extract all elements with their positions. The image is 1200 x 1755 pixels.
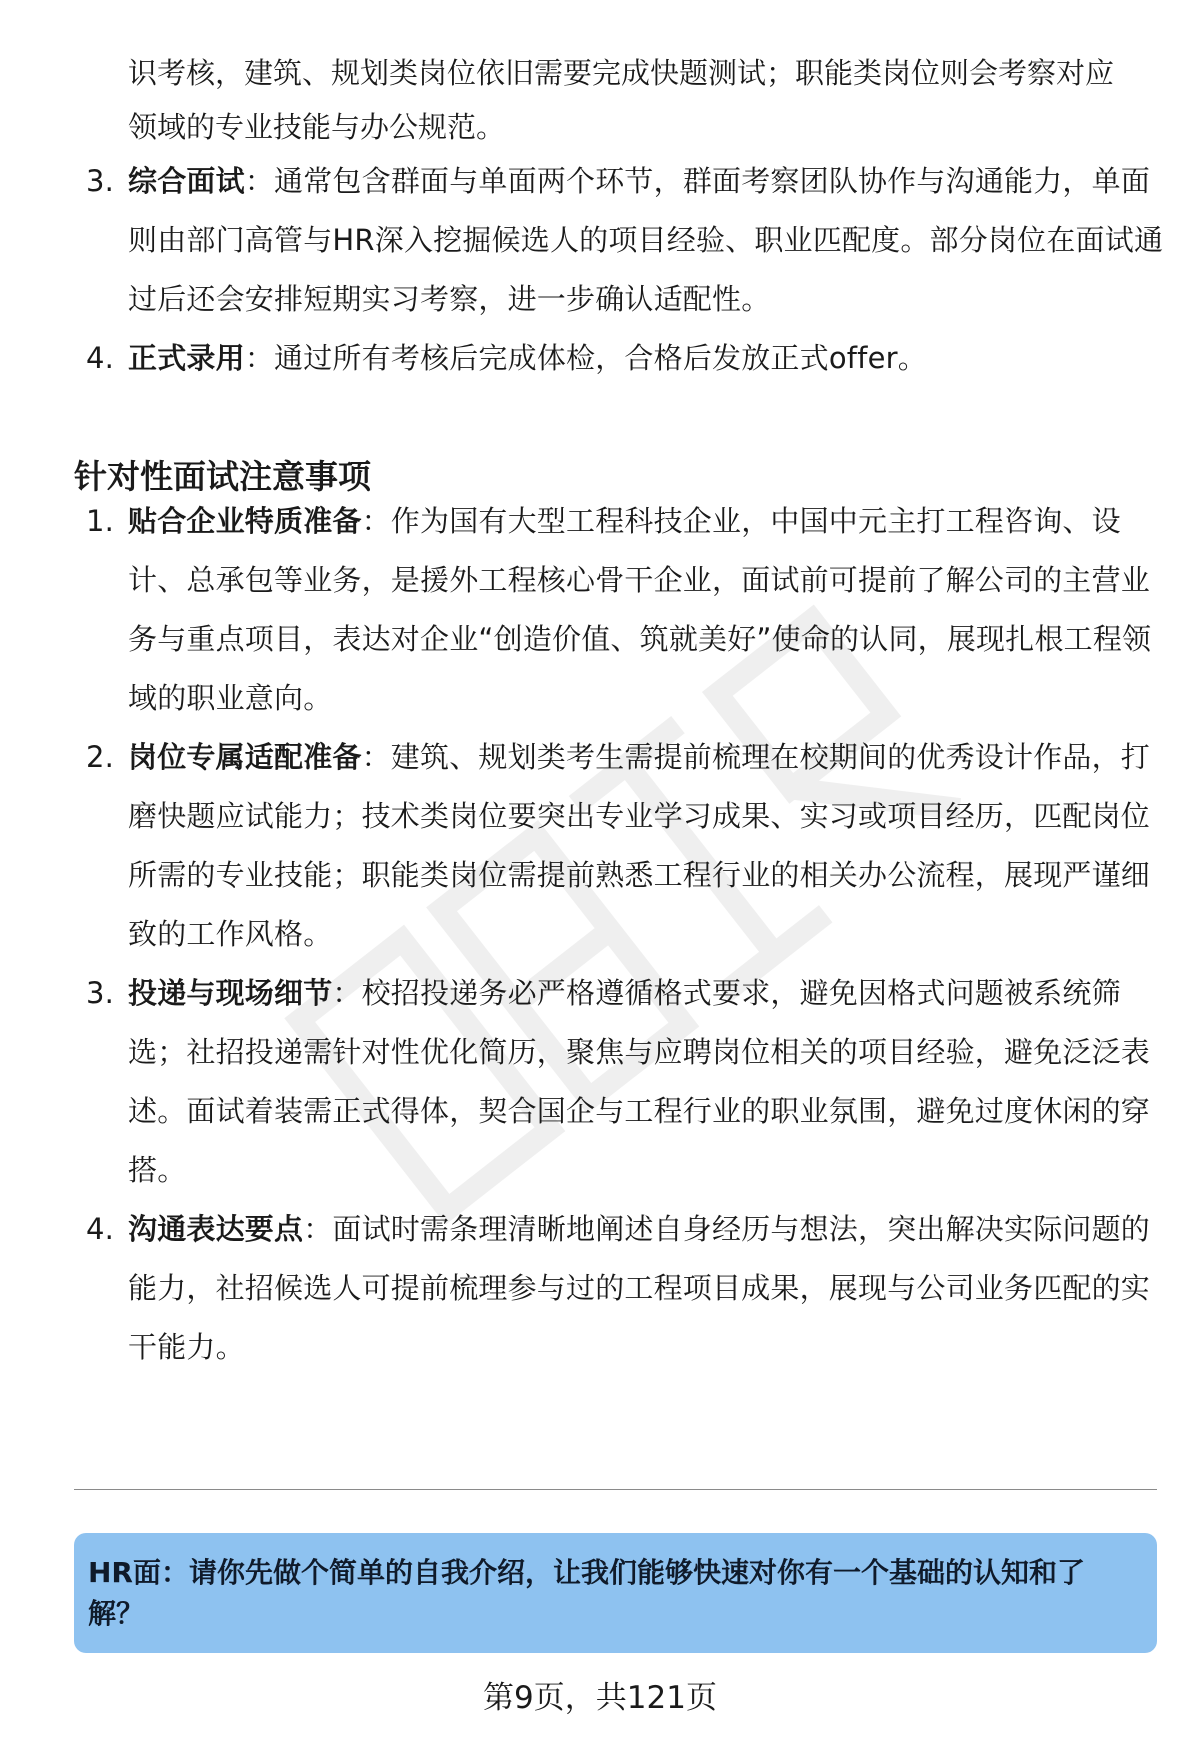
list-item-text: ：面试时需条理清晰地阐述自身经历与想法，突出解决实际问题的能力，社招候选人可提前梳理参与过的工程项目成果，展现与公司业务匹配的实干能力。: [128, 1212, 1151, 1364]
list-item-text: ：建筑、规划类考生需提前梳理在校期间的优秀设计作品，打磨快题应试能力；技术类岗位要突出专业学习成果、实习或项目经历，匹配岗位所需的专业技能；职能类岗位需提前熟悉工程行业的相关办公流程，展现严谨细致的工作风格。: [128, 740, 1151, 951]
list-item: [74, 492, 1164, 728]
list-number: 3.: [86, 976, 115, 1010]
list-number: 2.: [86, 740, 115, 774]
list-item-title: 投递与现场细节: [128, 976, 333, 1010]
list-item-title: 贴合企业特质准备: [128, 504, 362, 538]
list-item: [74, 329, 1164, 388]
list-item-text: ：作为国有大型工程科技企业，中国中元主打工程咨询、设计、总承包等业务，是援外工程核心骨干企业，面试前可提前了解公司的主营业务与重点项目，表达对企业“创造价值、筑就美好”使命的认同，展现扎根工程领域的职业意向。: [128, 504, 1152, 715]
list-item: [74, 728, 1164, 964]
list-number: 3.: [86, 164, 115, 198]
list-item-title: 岗位专属适配准备: [128, 740, 362, 774]
continued-paragraph-line: 识考核，建筑、规划类岗位依旧需要完成快题测试；职能类岗位则会考察对应: [128, 56, 1115, 90]
list-item: [74, 964, 1164, 1200]
continued-paragraph-line: 领域的专业技能与办公规范。: [128, 110, 506, 144]
list-number: 4.: [86, 1212, 115, 1246]
hr-question: HR面：请你先做个简单的自我介绍，让我们能够快速对你有一个基础的认知和了解？: [88, 1556, 1085, 1630]
list-item: [74, 1200, 1164, 1377]
divider: [74, 1489, 1157, 1490]
list-item-text: ：校招投递务必严格遵循格式要求，避免因格式问题被系统筛选；社招投递需针对性优化简历，聚焦与应聘岗位相关的项目经验，避免泛泛表述。面试着装需正式得体，契合国企与工程行业的职业氛围，避免过度休闲的穿搭。: [128, 976, 1151, 1187]
interview-tips-list: [74, 492, 1164, 1377]
hr-question-box: [74, 1533, 1157, 1653]
list-item-text: ：通常包含群面与单面两个环节，群面考察团队协作与沟通能力，单面则由部门高管与HR深入挖掘候选人的项目经验、职业匹配度。部分岗位在面试通过后还会安排短期实习考察，进一步确认适配性。: [128, 164, 1164, 316]
list-number: 1.: [86, 504, 115, 538]
page-number: 第9页，共121页: [483, 1680, 717, 1716]
list-item-title: 正式录用: [128, 341, 245, 375]
list-item: [74, 152, 1164, 329]
list-item-title: 综合面试: [128, 164, 245, 198]
list-number: 4.: [86, 341, 115, 375]
recruitment-process-list: [74, 152, 1164, 388]
list-item-text: ：通过所有考核后完成体检，合格后发放正式offer。: [244, 341, 927, 375]
section-title: 针对性面试注意事项: [74, 457, 371, 496]
list-item-title: 沟通表达要点: [128, 1212, 304, 1246]
